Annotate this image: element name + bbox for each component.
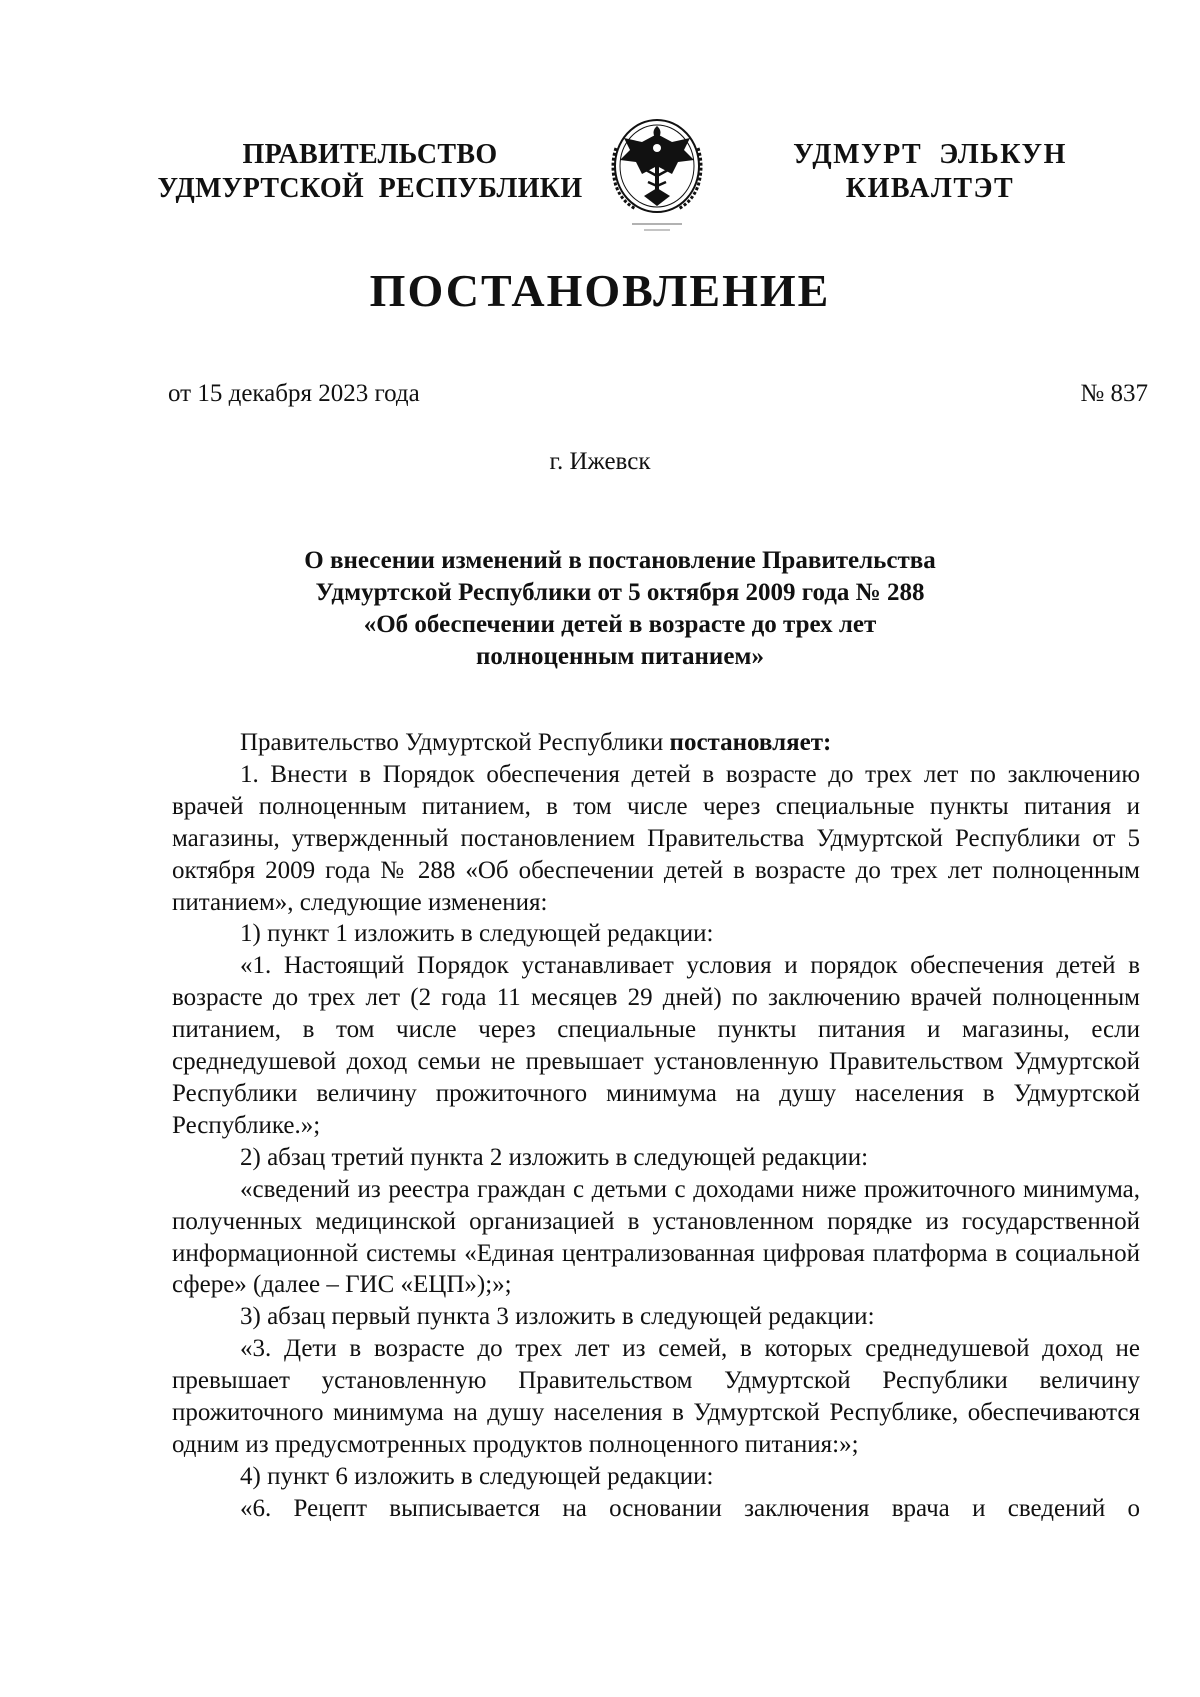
issuer-udmurt-line-1: УДМУРТ ЭЛЬКУН xyxy=(793,139,1067,170)
document-type-heading: ПОСТАНОВЛЕНИЕ xyxy=(369,265,831,316)
issuer-name-russian xyxy=(150,138,590,206)
document-city: г. Ижевск xyxy=(549,448,651,475)
paragraph-1: 1. Внести в Порядок обеспечения детей в возрасте до трех лет по заключению врачей полноценным питанием, в том числе через специальные пункты питания и магазины, утвержденный постановлением Правительства Удмуртской Республики от 5 октября 2009 года № 288 «Об обеспечении детей в возрасте до трех лет полноценным питанием», следующие изменения: xyxy=(172,760,1140,916)
paragraph-item-2-heading: 2) абзац третий пункта 2 изложить в следующей редакции: xyxy=(240,1143,869,1171)
document-number: № 837 xyxy=(1080,380,1148,407)
title-line: О внесении изменений в постановление Правительства xyxy=(304,547,936,574)
issuer-udmurt-line-2: КИВАЛТЭТ xyxy=(845,173,1015,204)
issuer-line-1: ПРАВИТЕЛЬСТВО xyxy=(242,139,498,170)
coat-of-arms-icon xyxy=(602,114,712,238)
paragraph-item-4-heading: 4) пункт 6 изложить в следующей редакции: xyxy=(240,1462,714,1490)
paragraph-item-1-text: «1. Настоящий Порядок устанавливает условия и порядок обеспечения детей в возрасте до трех лет (2 года 11 месяцев 29 дней) по заключению врачей полноценным питанием, в том числе через специальные пункты питания и магазины, если среднедушевой доход семьи не превышает установленную Правительством Удмуртской Республики величину прожиточного минимума на душу населения в Удмуртской Республике.»; xyxy=(172,952,1140,1139)
issuer-line-2: УДМУРТСКОЙ РЕСПУБЛИКИ xyxy=(157,173,583,204)
preamble-keyword: постановляет: xyxy=(669,729,832,756)
paragraph-item-2-text: «сведений из реестра граждан с детьми с доходами ниже прожиточного минимума, полученных медицинской организацией в установленном порядке из государственной информационной системы «Единая централизованная цифровая платформа в социальной сфере» (далее – ГИС «ЕЦП»);»; xyxy=(172,1175,1140,1299)
preamble-text: Правительство Удмуртской Республики xyxy=(240,729,670,756)
paragraph-item-4-text: «6. Рецепт выписывается на основании заключения врача и сведений о xyxy=(240,1494,1140,1522)
title-line: «Об обеспечении детей в возрасте до трех лет xyxy=(363,611,877,638)
title-line: Удмуртской Республики от 5 октября 2009 года № 288 xyxy=(315,579,925,606)
document-title xyxy=(200,545,1040,673)
resolution-preamble xyxy=(172,727,1140,759)
paragraph-item-3-heading: 3) абзац первый пункта 3 изложить в следующей редакции: xyxy=(240,1303,875,1331)
document-date: от 15 декабря 2023 года xyxy=(168,380,420,407)
title-line: полноценным питанием» xyxy=(476,643,764,670)
document-body xyxy=(172,727,1140,1525)
paragraph-item-1-heading: 1) пункт 1 изложить в следующей редакции: xyxy=(240,920,714,948)
paragraph-item-3-text: «3. Дети в возрасте до трех лет из семей, в которых среднедушевой доход не превышает установленную Правительством Удмуртской Республики величину прожиточного минимума на душу населения в Удмуртской Республике, обеспечиваются одним из предусмотренных продуктов полноценного питания:»; xyxy=(172,1335,1140,1458)
issuer-name-udmurt xyxy=(775,138,1085,206)
